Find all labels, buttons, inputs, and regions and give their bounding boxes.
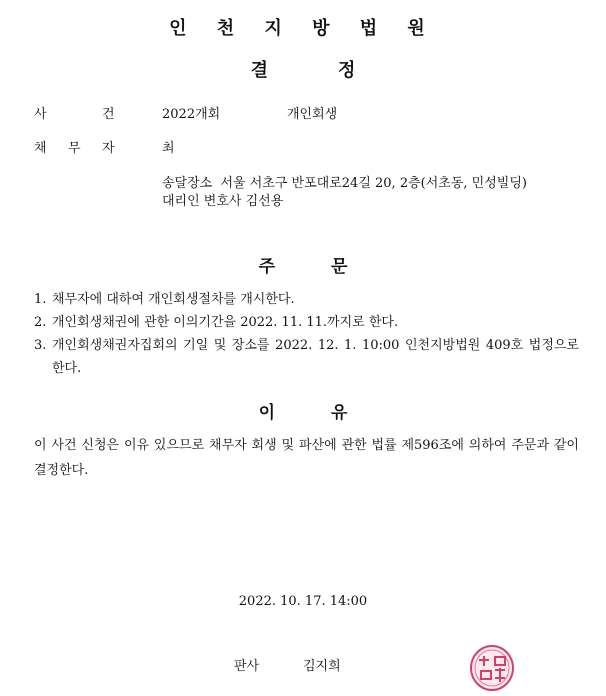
order-title bbox=[0, 252, 606, 277]
case-number: 2022개회 bbox=[162, 107, 221, 122]
debtor-label-char-2: 무 bbox=[68, 141, 81, 156]
order-item bbox=[34, 334, 579, 380]
debtor-name: 최 bbox=[162, 141, 175, 156]
document-title-left: 결 bbox=[250, 60, 268, 81]
reason-text: 이 사건 신청은 이유 있으므로 채무자 회생 및 파산에 관한 법률 제596조에 의하여 주문과 같이 결정한다. bbox=[34, 438, 579, 478]
order-item-number: 3. bbox=[34, 338, 47, 353]
order-list bbox=[34, 288, 579, 380]
issue-datetime: 2022. 10. 17. 14:00 bbox=[238, 594, 368, 609]
service-address: 송달장소 서울 서초구 반포대로24길 20, 2층(서초동, 민성빌딩) bbox=[162, 176, 527, 191]
case-type: 개인회생 bbox=[287, 107, 338, 122]
order-item-number: 1. bbox=[34, 292, 47, 307]
order-item-number: 2. bbox=[34, 315, 47, 330]
document-title bbox=[0, 56, 606, 82]
debtor-label-char-1: 채 bbox=[34, 141, 47, 156]
debtor-label-char-3: 자 bbox=[102, 141, 115, 156]
order-title-right: 문 bbox=[331, 257, 348, 277]
order-title-left: 주 bbox=[258, 257, 275, 277]
order-item bbox=[34, 288, 579, 311]
court-seal-icon bbox=[469, 644, 515, 692]
court-name: 인 천 지 방 법 원 bbox=[169, 18, 437, 39]
agent-attorney: 대리인 변호사 김선용 bbox=[162, 194, 284, 209]
reason-title-left: 이 bbox=[258, 403, 275, 423]
order-item-text: 개인회생채권자집회의 기일 및 장소를 2022. 12. 1. 10:00 인천지방법원 409호 법정으로 한다. bbox=[52, 338, 579, 376]
order-item-text: 개인회생채권에 관한 이의기간을 2022. 11. 11.까지로 한다. bbox=[52, 315, 399, 330]
judge-title: 판사 bbox=[234, 659, 260, 674]
case-label-char-2: 건 bbox=[102, 107, 115, 122]
order-item-text: 채무자에 대하여 개인회생절차를 개시한다. bbox=[52, 292, 295, 307]
judge-name: 김지희 bbox=[303, 659, 341, 674]
reason-title bbox=[0, 398, 606, 423]
reason-title-right: 유 bbox=[331, 403, 348, 423]
order-item bbox=[34, 311, 579, 334]
case-label-char-1: 사 bbox=[34, 107, 47, 122]
document-title-right: 정 bbox=[338, 60, 356, 81]
